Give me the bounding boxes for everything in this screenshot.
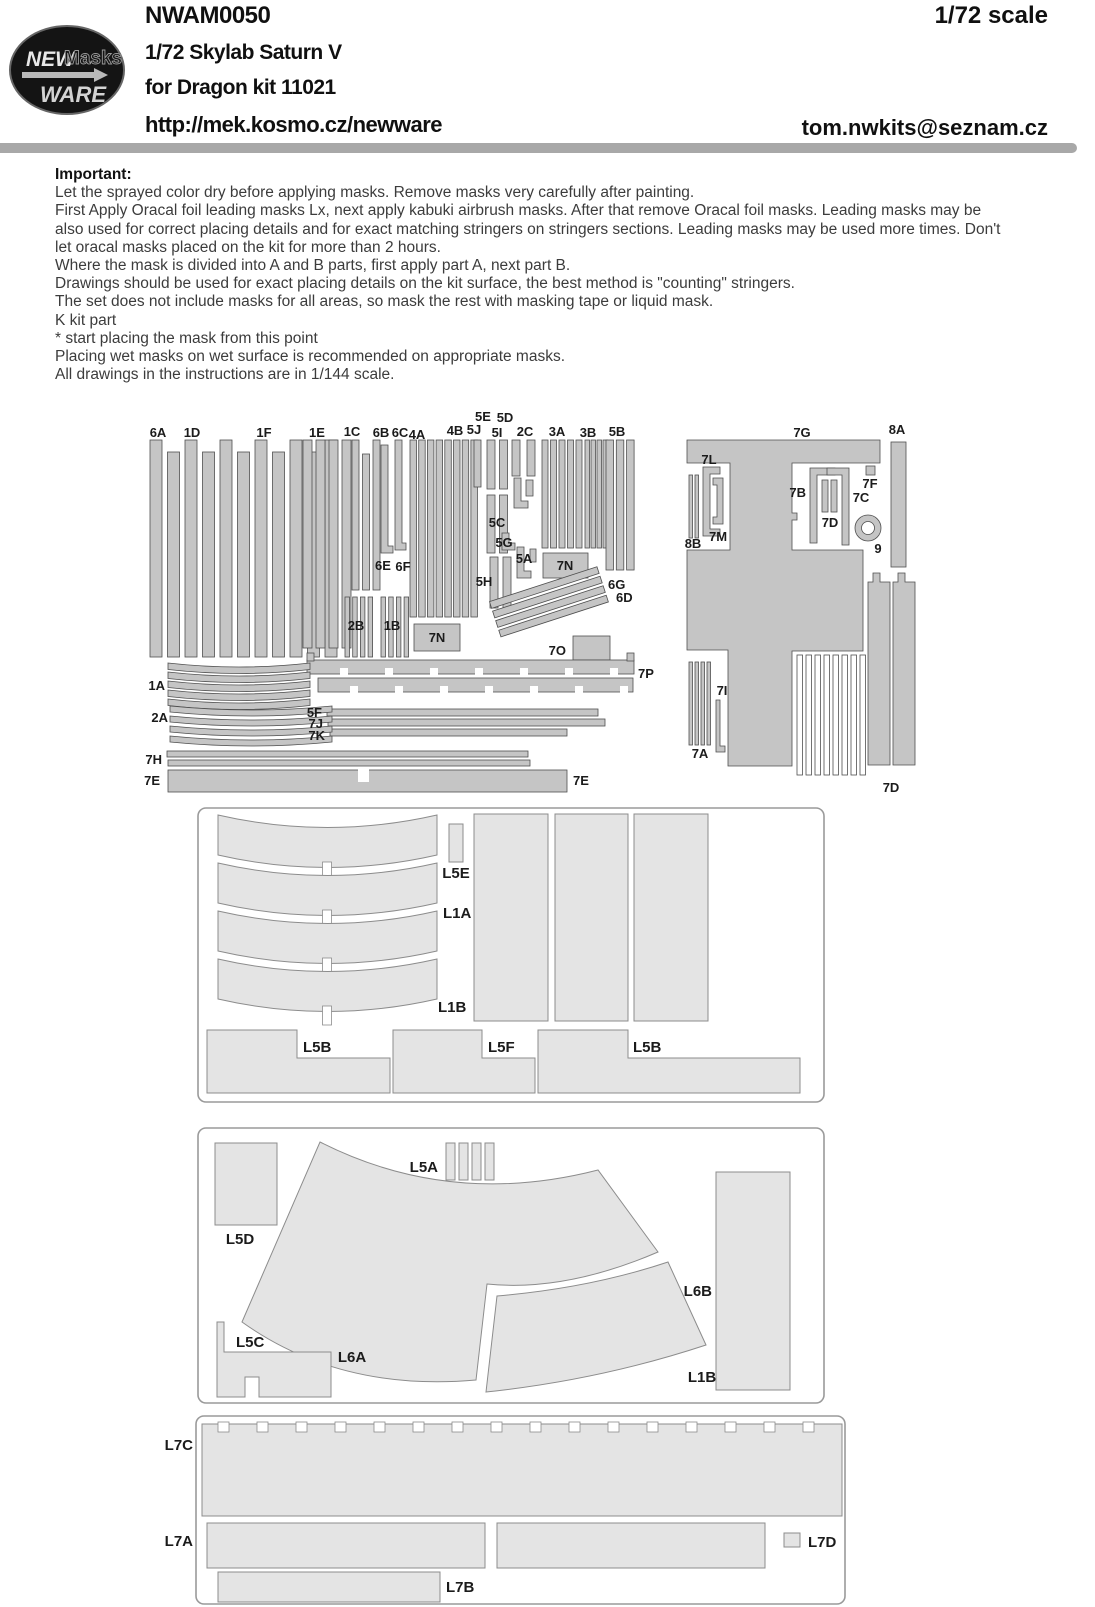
stringer-strip	[860, 655, 866, 775]
mask-shape	[318, 678, 633, 692]
important-notes	[55, 166, 1065, 384]
castellation-notch	[335, 1422, 346, 1432]
stringer-strip	[695, 475, 699, 538]
stringer-strip	[404, 597, 409, 657]
mask-shape	[207, 1523, 485, 1568]
mask-shape	[307, 660, 634, 674]
part-label: 2C	[516, 424, 534, 439]
castellation-notch	[530, 1422, 541, 1432]
part-label: 3B	[579, 425, 597, 440]
mask-shape	[327, 709, 598, 716]
mask-shape	[459, 1143, 468, 1180]
part-label: 8A	[888, 422, 906, 437]
stringer-strip	[815, 655, 821, 775]
part-label: L1A	[443, 905, 472, 922]
notch	[395, 686, 403, 693]
part-label: 5B	[608, 424, 626, 439]
stringer-strip	[500, 440, 508, 489]
notes-line: also used for correct placing details and for exact matching stringers on stringers sections. Leading masks may be used more times. Don't	[55, 220, 1001, 238]
mask-shape	[381, 445, 393, 553]
notch	[350, 686, 358, 693]
product-title: 1/72 Skylab Saturn V	[145, 41, 342, 64]
part-label: 7B	[789, 485, 806, 500]
part-label: 5A	[515, 551, 533, 566]
mask-shape	[891, 442, 906, 567]
stringer-strip	[597, 440, 602, 548]
part-label: 6F	[395, 559, 411, 574]
part-label: 1C	[343, 424, 361, 439]
stringer-strip	[833, 655, 839, 775]
mask-shape	[866, 466, 875, 475]
castellation-notch	[764, 1422, 775, 1432]
stringer-strip	[436, 440, 443, 617]
mask-shape	[713, 478, 723, 524]
mask-shape	[167, 751, 528, 757]
stringer-strip	[559, 440, 565, 548]
stringer-strip	[842, 655, 848, 775]
part-label: 7K	[308, 728, 325, 743]
castellation-notch	[413, 1422, 424, 1432]
newware-logo	[8, 24, 126, 116]
part-label: 5I	[491, 425, 503, 440]
stringer-strip	[585, 440, 590, 548]
notes-line: First Apply Oracal foil leading masks Lx, next apply kabuki airbrush masks. After that remove Oracal foil masks. Leading masks may be	[55, 202, 982, 220]
part-label: 1F	[256, 425, 272, 440]
stringer-strip	[487, 440, 495, 489]
part-label: 5J	[466, 422, 482, 437]
notch	[610, 668, 618, 675]
stringer-strip	[290, 440, 302, 657]
part-label: L5A	[409, 1159, 438, 1176]
castellation-notch	[803, 1422, 814, 1432]
notch	[485, 686, 493, 693]
stringer-strip	[695, 662, 699, 745]
stringer-strip	[568, 440, 574, 548]
part-label: 7F	[862, 476, 878, 491]
castellation-notch	[608, 1422, 619, 1432]
part-label: L5B	[303, 1039, 332, 1056]
website-url: http://mek.kosmo.cz/newware	[145, 112, 443, 137]
castellation-notch	[686, 1422, 697, 1432]
part-label: L7C	[164, 1437, 193, 1454]
logo-text-new: NEW	[26, 48, 75, 71]
part-label: 7C	[852, 490, 870, 505]
mask-shape	[868, 573, 890, 765]
part-label: 6B	[372, 425, 390, 440]
ring-mask-hole	[862, 522, 875, 535]
mask-shape	[526, 480, 533, 496]
part-label: 7D	[821, 515, 839, 530]
part-label: L7A	[164, 1533, 193, 1550]
arc-band	[168, 663, 310, 674]
mask-shape	[472, 1143, 481, 1180]
stringer-strip	[462, 440, 469, 617]
mask-layout-diagram	[0, 395, 1095, 1607]
part-label: 5H	[475, 574, 493, 589]
product-subtitle: for Dragon kit 11021	[145, 76, 336, 99]
part-label: 5G	[495, 535, 513, 550]
stringer-strip	[316, 440, 325, 648]
part-label: 5F	[306, 705, 322, 720]
notes-line: All drawings in the instructions are in 1/144 scale.	[55, 366, 395, 384]
part-label: 3A	[548, 424, 566, 439]
stringer-strip	[689, 662, 693, 745]
notch	[440, 686, 448, 693]
stringer-strip	[824, 655, 830, 775]
notch	[430, 668, 438, 675]
stringer-strip	[303, 440, 312, 648]
mask-shape	[395, 440, 406, 550]
part-label: 7G	[793, 425, 811, 440]
part-label: L6A	[337, 1349, 367, 1366]
part-label: L5B	[633, 1039, 662, 1056]
notes-line: Placing wet masks on wet surface is recommended on appropriate masks.	[55, 348, 566, 366]
part-label: 1A	[148, 678, 165, 693]
part-label: L1B	[687, 1369, 717, 1386]
part-label: L5C	[236, 1334, 265, 1351]
part-label: L5F	[488, 1039, 515, 1056]
part-label: 7L	[701, 452, 717, 467]
part-label: 7H	[145, 752, 162, 767]
mask-shape	[449, 824, 463, 862]
title-block	[145, 0, 442, 138]
notes-line: Drawings should be used for exact placing details on the kit surface, the best method is "counting" stringers.	[55, 275, 795, 293]
castellation-notch	[569, 1422, 580, 1432]
stringer-strip	[352, 440, 359, 590]
notes-line: * start placing the mask from this point	[55, 329, 318, 347]
product-code: NWAM0050	[145, 2, 271, 29]
part-label: 4B	[446, 423, 464, 438]
stringer-strip	[445, 440, 452, 617]
stringer-strip	[806, 655, 812, 775]
notes-line: The set does not include masks for all areas, so mask the rest with masking tape or liquid mask.	[55, 293, 714, 311]
part-label: 2B	[347, 618, 365, 633]
header	[0, 0, 1095, 143]
mask-shape	[827, 468, 849, 545]
castellation-notch	[296, 1422, 307, 1432]
stringer-strip	[427, 440, 434, 617]
stringer-strip	[273, 452, 285, 657]
part-label: 5C	[488, 515, 506, 530]
part-label: L7D	[808, 1534, 837, 1551]
mask-shape	[716, 700, 725, 752]
part-label: 7A	[691, 746, 709, 761]
mask-shape	[573, 636, 610, 660]
stringer-strip	[203, 452, 215, 657]
mask-shape	[893, 573, 915, 765]
stringer-strip	[701, 662, 705, 745]
mask-shape	[474, 814, 548, 1021]
part-label: 5D	[496, 410, 514, 425]
mask-shape	[831, 480, 837, 512]
part-label: L5D	[225, 1231, 255, 1248]
mask-shape	[716, 1172, 790, 1390]
stringer-strip	[512, 440, 520, 476]
notes-line: Where the mask is divided into A and B parts, first apply part A, next part B.	[55, 257, 571, 275]
part-label: 1D	[183, 425, 201, 440]
arc-band-slot	[323, 1006, 332, 1025]
part-label: 7M	[708, 529, 728, 544]
stringer-strip	[368, 597, 373, 657]
stringer-strip	[851, 655, 857, 775]
castellation-notch	[725, 1422, 736, 1432]
logo-text-masks: Masks	[64, 48, 123, 69]
part-label: 5E	[475, 409, 491, 424]
part-label: 8B	[684, 536, 702, 551]
contact-email: tom.nwkits@seznam.cz	[801, 115, 1048, 140]
stringer-strip	[576, 440, 582, 548]
stringer-strip	[150, 440, 162, 657]
arc-band	[218, 815, 437, 868]
castellation-notch	[218, 1422, 229, 1432]
stringer-strip	[797, 655, 803, 775]
part-label: 7J	[308, 716, 323, 731]
notes-heading: Important:	[55, 166, 132, 183]
part-label: 7N	[556, 558, 574, 573]
mask-shape	[822, 480, 828, 512]
mask-shape	[538, 1030, 800, 1093]
mask-shape	[207, 1030, 390, 1093]
mask-shape	[168, 760, 530, 766]
part-label: 4A	[408, 427, 426, 442]
part-label: 1B	[383, 618, 401, 633]
castellation-notch	[452, 1422, 463, 1432]
notch	[575, 686, 583, 693]
notch	[530, 686, 538, 693]
part-label: 6A	[149, 425, 167, 440]
mask-shape	[218, 1572, 440, 1602]
mask-shape	[474, 440, 481, 487]
notch	[340, 668, 348, 675]
stringer-strip	[689, 475, 693, 538]
part-label: 6G	[608, 577, 626, 592]
notch	[565, 668, 573, 675]
header-divider	[0, 143, 1077, 153]
stringer-strip	[238, 452, 250, 657]
part-label: L6B	[683, 1283, 712, 1300]
mask-shape	[485, 1143, 494, 1180]
stringer-strip	[410, 440, 417, 617]
mask-shape	[330, 729, 567, 736]
mask-shape	[307, 653, 314, 661]
notes-line: let oracal masks placed on the kit for more than 2 hours.	[55, 238, 441, 256]
header-right	[802, 0, 1048, 141]
notes-line: Let the sprayed color dry before applying masks. Remove masks very carefully after painting.	[55, 184, 695, 202]
stringer-strip	[185, 440, 197, 657]
stringer-strip	[255, 440, 267, 657]
part-label: L7B	[446, 1579, 475, 1596]
part-label: 6D	[616, 590, 633, 605]
mask-shape	[446, 1143, 455, 1180]
part-label: 7D	[882, 780, 900, 795]
notch	[358, 769, 369, 782]
castellation-notch	[491, 1422, 502, 1432]
stringer-strip	[363, 454, 370, 590]
stringer-strip	[606, 440, 614, 570]
stringer-strip	[627, 440, 635, 570]
notch	[620, 686, 628, 693]
mask-shape	[215, 1143, 277, 1225]
mask-shape	[328, 719, 605, 726]
stringer-strip	[707, 662, 711, 745]
mask-shape	[627, 653, 634, 661]
stringer-strip	[591, 440, 596, 548]
part-label: L5E	[442, 865, 470, 882]
stringer-strip	[329, 440, 338, 648]
part-label: 7I	[716, 683, 728, 698]
part-label: 7E	[573, 773, 589, 788]
scale-note: 1/72 scale	[934, 2, 1048, 29]
notes-line: K kit part	[55, 311, 117, 329]
stringer-strip	[419, 440, 426, 617]
part-label: 7E	[144, 773, 160, 788]
part-label: 6E	[375, 558, 391, 573]
mask-shape	[634, 814, 708, 1021]
part-label: 6C	[391, 425, 409, 440]
part-label: 9	[874, 541, 882, 556]
notch	[520, 668, 528, 675]
stringer-strip	[551, 440, 557, 548]
mask-shape	[784, 1533, 800, 1547]
stringer-strip	[454, 440, 461, 617]
part-label: 1E	[309, 425, 325, 440]
stringer-strip	[168, 452, 180, 657]
part-label: L1B	[438, 999, 467, 1016]
notch	[475, 668, 483, 675]
castellation-notch	[257, 1422, 268, 1432]
castellation-notch	[374, 1422, 385, 1432]
castellation-notch	[647, 1422, 658, 1432]
stringer-strip	[542, 440, 548, 548]
stringer-strip	[616, 440, 624, 570]
part-label: 2A	[151, 710, 168, 725]
part-label: 7O	[548, 643, 566, 658]
stringer-strip	[527, 440, 535, 476]
mask-shape	[202, 1424, 842, 1516]
part-label: 7P	[638, 666, 654, 681]
mask-shape	[555, 814, 628, 1021]
stringer-strip	[220, 440, 232, 657]
notch	[385, 668, 393, 675]
part-label: 7N	[428, 630, 446, 645]
notes-lines	[55, 184, 1065, 384]
mask-shape	[497, 1523, 765, 1568]
logo-text-ware: WARE	[40, 82, 106, 107]
